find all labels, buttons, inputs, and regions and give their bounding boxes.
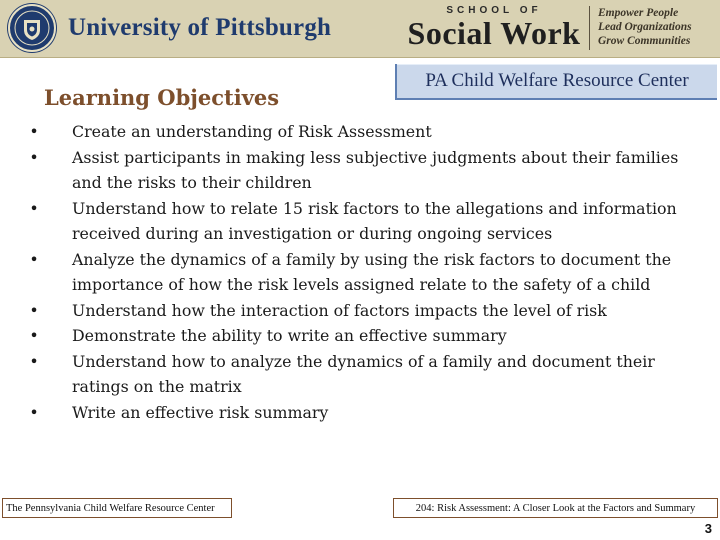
page-number: 3 bbox=[704, 521, 712, 536]
objective-text: Analyze the dynamics of a family by using the risk factors to document the importance of how the risk levels assigned relate to the safety of a child bbox=[72, 249, 672, 294]
bullet-icon: • bbox=[29, 147, 39, 167]
tagline bbox=[598, 6, 716, 48]
footer-organization: The Pennsylvania Child Welfare Resource Center bbox=[2, 498, 232, 518]
logo-divider bbox=[589, 6, 590, 50]
header-banner bbox=[0, 0, 720, 58]
university-seal-icon bbox=[8, 4, 56, 52]
objective-text: Assist participants in making less subjective judgments about their families and the risks to their children bbox=[72, 147, 679, 192]
school-name: Social Work bbox=[407, 15, 581, 51]
objective-text: Understand how the interaction of factors impacts the level of risk bbox=[72, 300, 607, 320]
bullet-icon: • bbox=[29, 326, 39, 345]
list-item bbox=[28, 145, 708, 196]
list-item bbox=[28, 323, 708, 349]
bullet-icon: • bbox=[29, 198, 39, 218]
university-name: University of Pittsburgh bbox=[68, 14, 332, 41]
school-label: SCHOOL OF bbox=[446, 5, 542, 16]
bullet-icon: • bbox=[29, 249, 39, 269]
footer-course-title: 204: Risk Assessment: A Closer Look at the Factors and Summary bbox=[393, 498, 718, 518]
objectives-list bbox=[28, 119, 708, 425]
list-item bbox=[28, 196, 708, 247]
slide-title: Learning Objectives bbox=[44, 85, 280, 110]
tagline-line: Grow Communities bbox=[598, 35, 691, 47]
objective-text: Demonstrate the ability to write an effective summary bbox=[72, 326, 507, 345]
objective-text: Write an effective risk summary bbox=[72, 402, 329, 422]
pitt-logo bbox=[8, 5, 331, 51]
list-item bbox=[28, 349, 708, 400]
list-item bbox=[28, 247, 708, 298]
bullet-icon: • bbox=[29, 300, 39, 320]
tagline-line: Empower People bbox=[598, 7, 679, 19]
objective-text: Understand how to analyze the dynamics of a family and document their ratings on the matrix bbox=[72, 351, 655, 396]
tagline-line: Lead Organizations bbox=[598, 21, 692, 33]
objective-text: Understand how to relate 15 risk factors to the allegations and information received during an investigation or during ongoing services bbox=[72, 198, 677, 243]
list-item bbox=[28, 400, 708, 426]
list-item bbox=[28, 119, 708, 145]
bullet-icon: • bbox=[29, 351, 39, 371]
bullet-icon: • bbox=[29, 402, 39, 422]
bullet-icon: • bbox=[29, 122, 39, 141]
list-item bbox=[28, 298, 708, 324]
objective-text: Create an understanding of Risk Assessment bbox=[72, 122, 432, 141]
school-logo bbox=[405, 4, 583, 52]
resource-center-badge: PA Child Welfare Resource Center bbox=[395, 64, 717, 100]
